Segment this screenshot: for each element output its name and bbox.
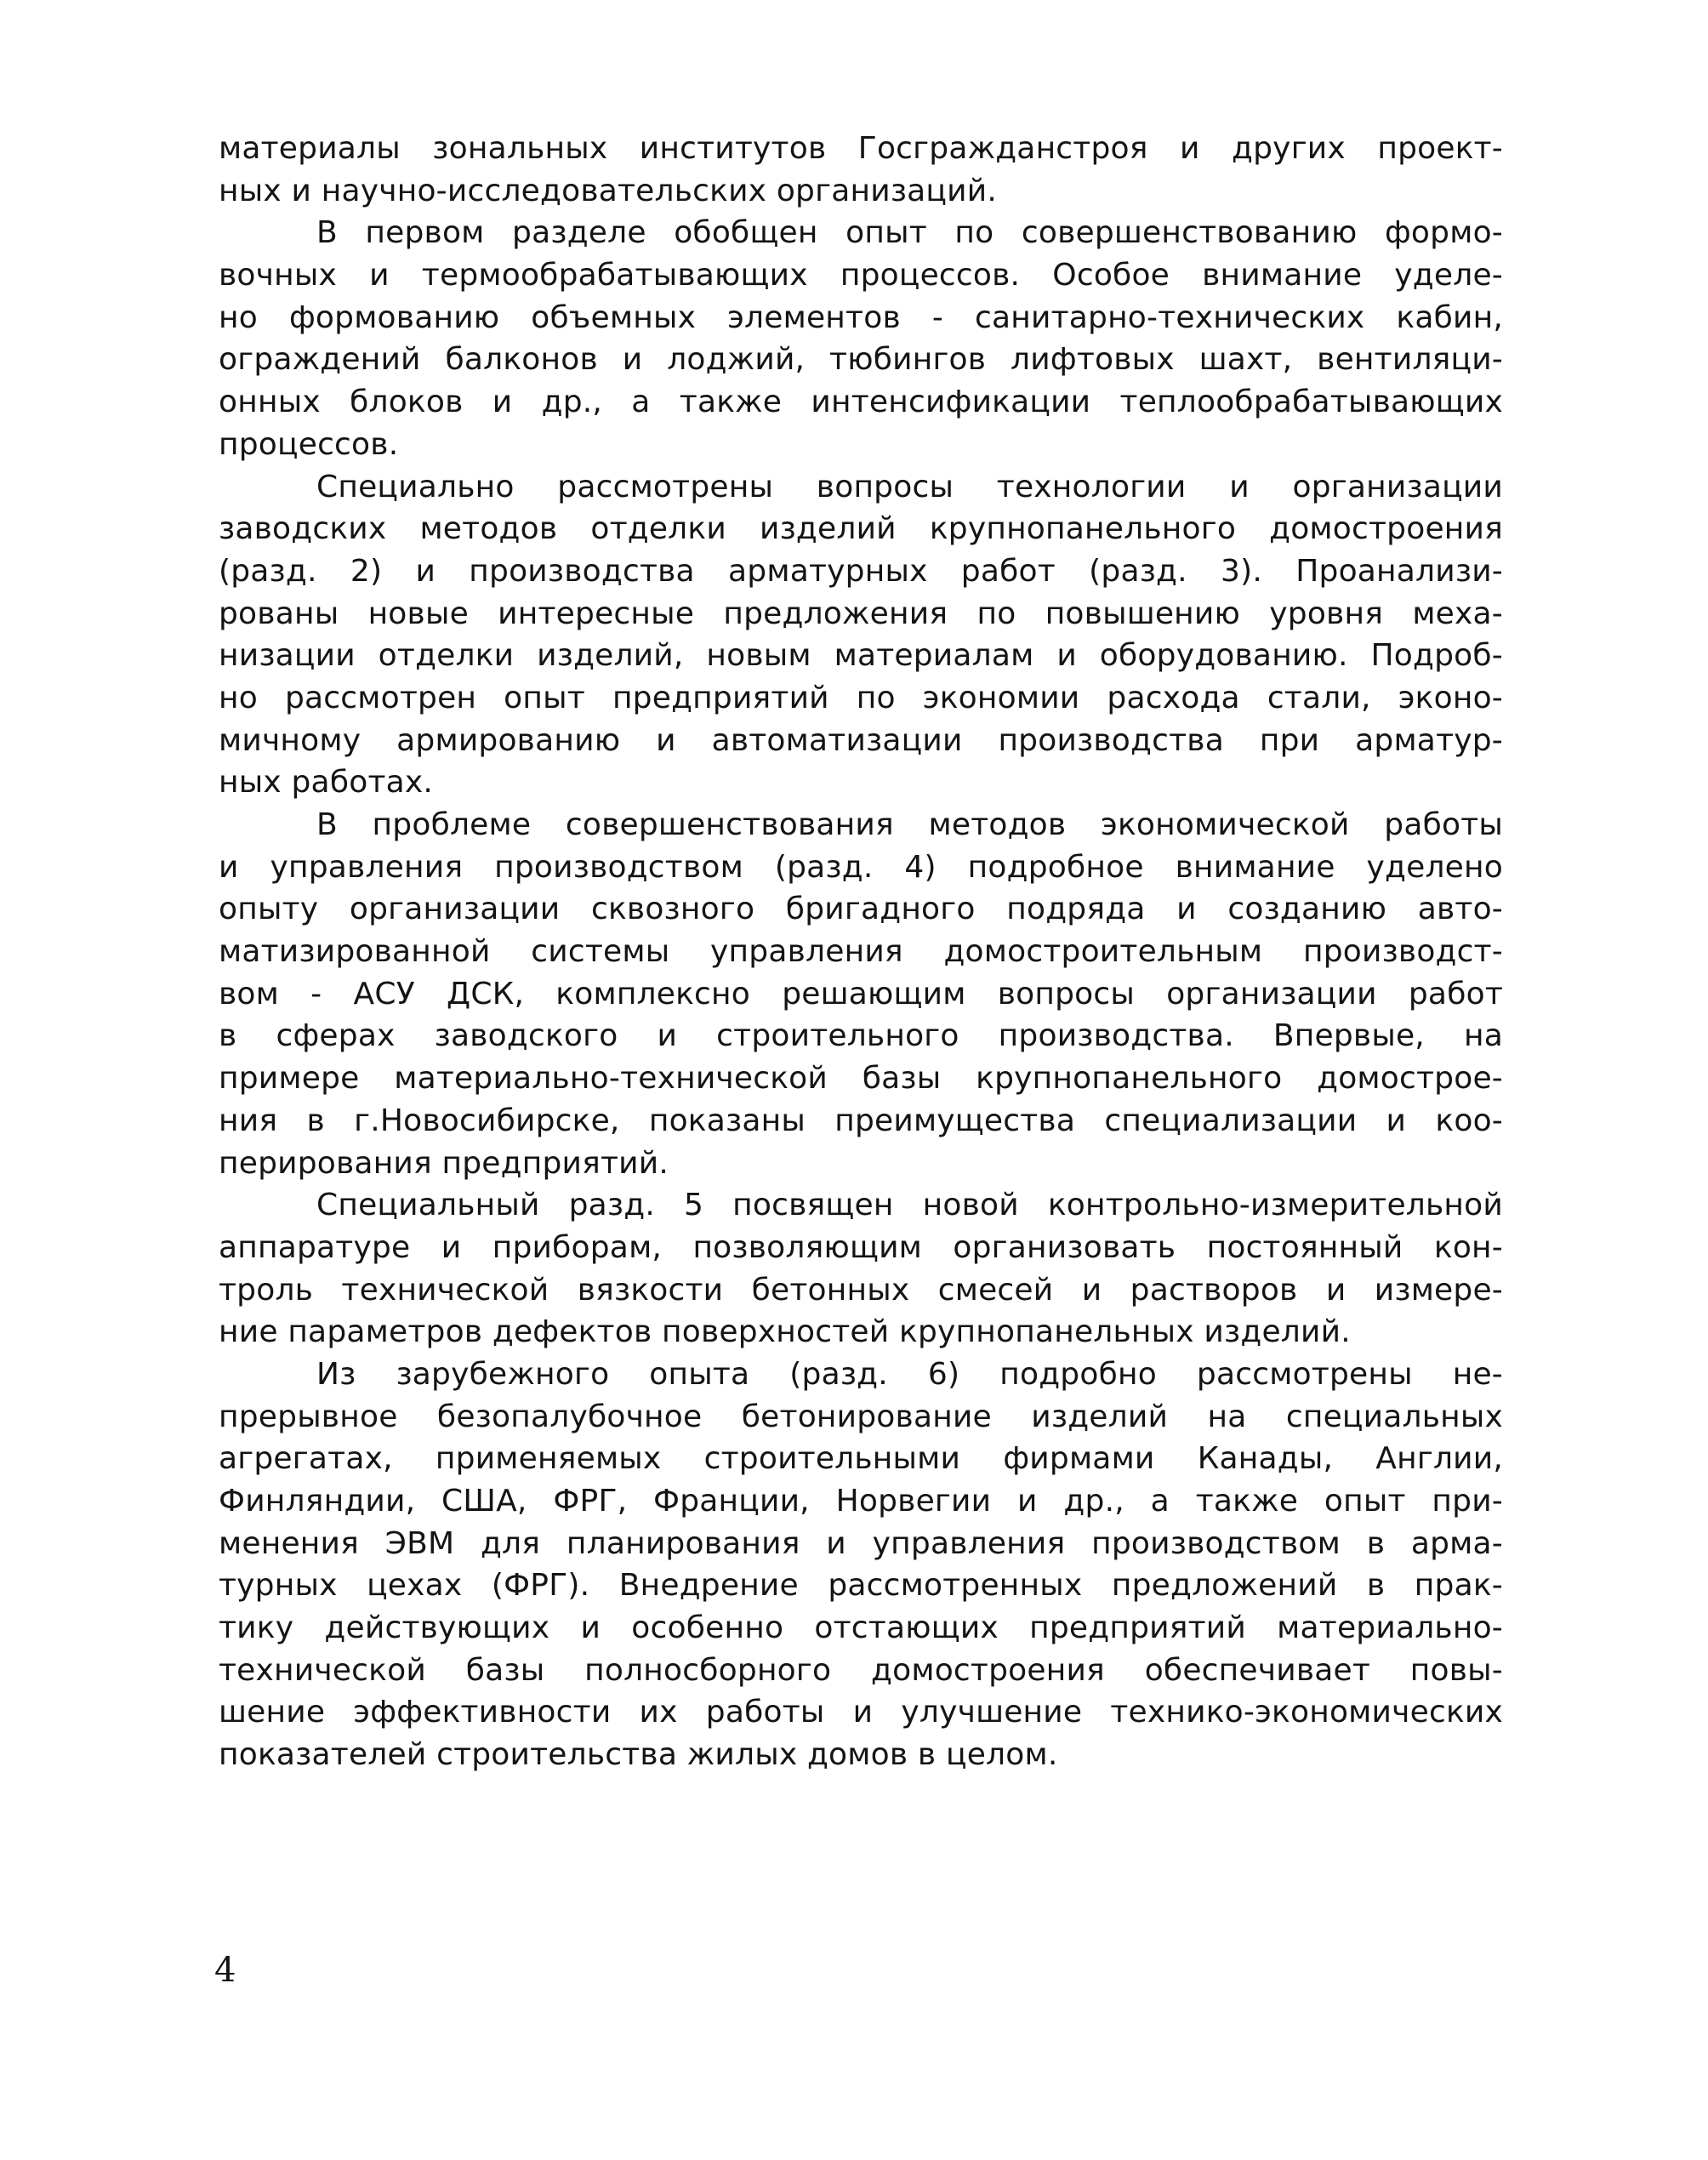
text-line: рованы новые интересные предложения по повышению уровня меха-: [219, 596, 1503, 631]
text-line: вом - АСУ ДСК, комплексно решающим вопросы организации работ: [219, 976, 1503, 1012]
text-line: мичному армированию и автоматизации производства при арматур-: [219, 722, 1503, 758]
text-line: менения ЭВМ для планирования и управления производством в арма-: [219, 1525, 1503, 1561]
text-line: вочных и термообрабатывающих процессов. Особое внимание уделе-: [219, 258, 1503, 294]
text-line: прерывное безопалубочное бетонирование изделий на специальных: [219, 1399, 1503, 1434]
page-number: 4: [214, 1951, 236, 1990]
text-line: в сферах заводского и строительного производства. Впервые, на: [219, 1018, 1503, 1054]
text-line: ных работах.: [219, 765, 434, 801]
text-line: В проблеме совершенствования методов экономической работы: [316, 807, 1503, 842]
body-text: [219, 128, 1503, 1776]
text-line: процессов.: [219, 426, 399, 462]
text-line: ние параметров дефектов поверхностей крупнопанельных изделий.: [219, 1314, 1351, 1350]
text-line: Финляндии, США, ФРГ, Франции, Норвегии и др., а также опыт при-: [219, 1484, 1503, 1519]
text-line: перирования предприятий.: [219, 1145, 669, 1181]
text-line: ограждений балконов и лоджий, тюбингов лифтовых шахт, вентиляци-: [219, 342, 1503, 378]
text-line: опыту организации сквозного бригадного подряда и созданию авто-: [219, 892, 1503, 927]
text-line: но рассмотрен опыт предприятий по экономии расхода стали, эконо-: [219, 680, 1503, 715]
text-line: Из зарубежного опыта (разд. 6) подробно рассмотрены не-: [316, 1356, 1503, 1392]
text-line: троль технической вязкости бетонных смесей и растворов и измере-: [219, 1272, 1503, 1308]
text-line: материалы зональных институтов Госгражданстроя и других проект-: [219, 131, 1503, 166]
text-line: В первом разделе обобщен опыт по совершенствованию формо-: [316, 215, 1503, 251]
text-line: Специально рассмотрены вопросы технологии и организации: [316, 469, 1503, 504]
text-line: но формованию объемных элементов - санитарно-технических кабин,: [219, 299, 1503, 335]
text-line: заводских методов отделки изделий крупнопанельного домостроения: [219, 511, 1503, 547]
text-line: онных блоков и др., а также интенсификации теплообрабатывающих: [219, 385, 1503, 420]
text-line: турных цехах (ФРГ). Внедрение рассмотренных предложений в прак-: [219, 1568, 1503, 1604]
text-line: примере материально-технической базы крупнопанельного домострое-: [219, 1061, 1503, 1097]
text-line: технической базы полносборного домостроения обеспечивает повы-: [219, 1652, 1503, 1688]
text-line: шение эффективности их работы и улучшение технико-экономических: [219, 1695, 1503, 1730]
text-line: показателей строительства жилых домов в целом.: [219, 1737, 1058, 1773]
text-line: низации отделки изделий, новым материалам и оборудованию. Подроб-: [219, 638, 1503, 674]
text-line: ния в г.Новосибирске, показаны преимущества специализации и коо-: [219, 1103, 1503, 1138]
text-line: аппаратуре и приборам, позволяющим организовать постоянный кон-: [219, 1229, 1503, 1265]
text-line: ных и научно-исследовательских организаций.: [219, 173, 997, 208]
text-line: Специальный разд. 5 посвящен новой контрольно-измерительной: [316, 1188, 1503, 1223]
text-line: (разд. 2) и производства арматурных работ (разд. 3). Проанализи-: [219, 553, 1503, 589]
text-line: и управления производством (разд. 4) подробное внимание уделено: [219, 849, 1503, 885]
text-line: тику действующих и особенно отстающих предприятий материально-: [219, 1610, 1503, 1646]
text-line: агрегатах, применяемых строительными фирмами Канады, Англии,: [219, 1441, 1503, 1477]
text-line: матизированной системы управления домостроительным производст-: [219, 934, 1503, 970]
